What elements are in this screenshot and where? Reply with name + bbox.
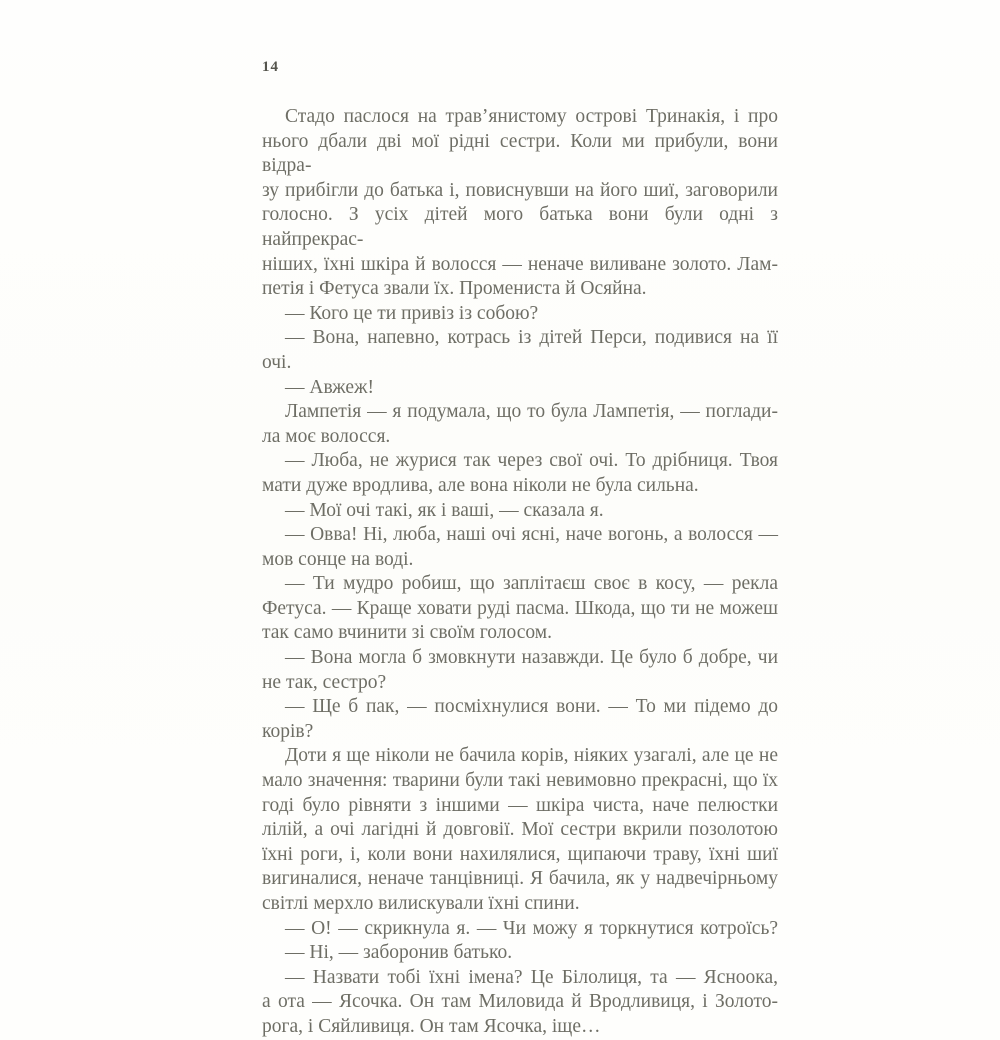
text-line: ла моє волосся. [262, 425, 391, 447]
text-line: Лампетія — я подумала, що то була Лампетія, — поглади- [285, 401, 778, 423]
text-line: рога, і Сяйливиця. Он там Ясочка, іще… [262, 1015, 601, 1037]
text-line: — Люба, не журися так через свої очі. То дрібниця. Твоя [285, 450, 778, 472]
paragraph [262, 966, 778, 1040]
text-line: світлі мерхло вилискували їхні спини. [262, 893, 580, 914]
paragraph [262, 523, 778, 572]
paragraph [262, 449, 778, 498]
text-line: петія і Фетуса звали їх. Промениста й Осяйна. [262, 278, 647, 300]
text-line: — Авжеж! [285, 376, 374, 398]
text-line: — Вона, напевно, котрась із дітей Перси, подивися на її очі. [262, 327, 778, 373]
text-line: їхні роги, і, коли вони нахилялися, щипаючи траву, їхні шиї [262, 843, 778, 865]
text-line: мов сонце на воді. [262, 548, 414, 570]
text-line: — Ні, — заборонив батько. [285, 942, 513, 964]
text-line: — Ти мудро робиш, що заплітаєш своє в косу, — рекла [285, 573, 778, 595]
text-line: Фетуса. — Краще ховати руді пасма. Шкода, що ти не можеш [262, 597, 778, 619]
text-line: — О! — скрикнула я. — Чи можу я торкнутися котроїсь? [285, 917, 778, 939]
text-block [262, 105, 778, 1040]
text-line: — Кого це ти привіз із собою? [285, 302, 539, 324]
paragraph [262, 572, 778, 646]
text-line: голосно. З усіх дітей мого батька вони були одні з найпрекрас- [262, 204, 778, 250]
paragraph [262, 376, 778, 401]
text-line: Стадо паслося на трав’янистому острові Тринакія, і про [285, 106, 778, 127]
text-line: мало значення: тварини були такі невимовно прекрасні, що їх [262, 770, 778, 792]
paragraph [262, 941, 778, 966]
text-line: зу прибігли до батька і, повиснувши на його шиї, заговорили [262, 179, 778, 201]
text-line: вигиналися, неначе танцівниці. Я бачила, як у надвечірньому [262, 868, 778, 890]
paragraph [262, 302, 778, 327]
text-line: — Назвати тобі їхні імена? Це Білолиця, та — Ясноока, [285, 966, 778, 988]
paragraph [262, 695, 778, 744]
text-line: — Овва! Ні, люба, наші очі ясні, наче вогонь, а волосся — [285, 524, 778, 546]
text-line: не так, сестро? [262, 671, 387, 693]
paragraph [262, 326, 778, 375]
text-line: так само вчинити зі своїм голосом. [262, 622, 553, 644]
paragraph [262, 499, 778, 524]
page-number: 14 [262, 59, 279, 75]
text-line: — Вона могла б змовкнути назавжди. Це було б добре, чи [285, 647, 778, 669]
text-line: годі було рівняти з іншими — шкіра чиста, наче пелюстки [262, 794, 778, 816]
text-line: лілій, а очі лагідні й довговії. Мої сестри вкрили позолотою [262, 819, 778, 841]
text-line: Доти я ще ніколи не бачила корів, ніяких узагалі, але це не [285, 745, 778, 767]
text-line: нього дбали дві мої рідні сестри. Коли ми прибули, вони відра- [262, 130, 778, 177]
paragraph [262, 400, 778, 449]
paragraph [262, 105, 778, 302]
text-line: мати дуже вродлива, але вона ніколи не була сильна. [262, 474, 699, 496]
text-line: — Мої очі такі, як і ваші, — сказала я. [285, 499, 604, 521]
text-line: — Ще б пак, — посміхнулися вони. — То ми підемо до корів? [262, 696, 778, 742]
paragraph [262, 744, 778, 916]
paragraph [262, 646, 778, 695]
text-line: ніших, їхні шкіра й волосся — неначе виливане золото. Лам- [262, 253, 778, 275]
paragraph [262, 917, 778, 942]
text-line: а ота — Ясочка. Он там Миловида й Вродливиця, і Золото- [262, 991, 778, 1013]
